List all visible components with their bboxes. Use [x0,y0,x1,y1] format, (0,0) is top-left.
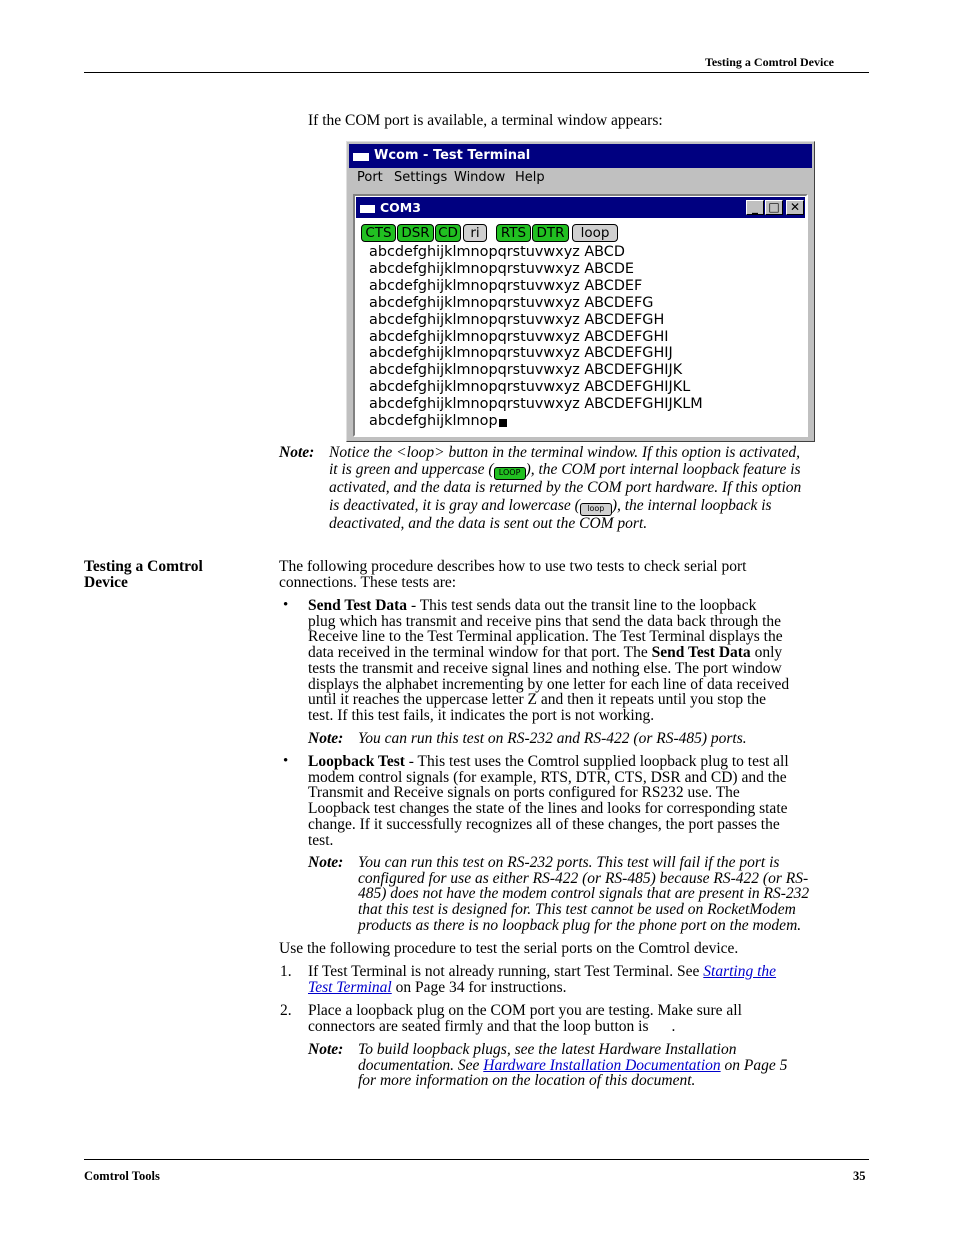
bullet-text: only [750,644,783,662]
step-text: connectors are seated firmly and that the loop button is [308,1017,649,1035]
close-button[interactable]: ✕ [786,200,804,215]
section-heading-line: Testing a Comtrol [84,558,203,575]
note1-line [329,462,874,480]
terminal-line: abcdefghijklmnopqrstuvwxyz ABCDEFGHIJKLM [369,396,703,413]
app-title: Wcom - Test Terminal [374,148,531,163]
bullet-line: Transmit and Receive signals on ports configured for RS232 use. The [308,784,740,802]
terminal-line: abcdefghijklmnopqrstuvwxyz ABCDEF [369,277,643,294]
term: Send Test Data [308,597,408,614]
bullet-line: tests the transmit and receive signal lines and nothing else. The port window [308,659,782,677]
note1-line [329,498,874,516]
terminal-line: abcdefghijklmnopqrstuvwxyz ABCDEFGHI [369,328,669,345]
child-titlebar [356,197,805,218]
footer-title: Comtrol Tools [84,1169,160,1183]
maximize-button[interactable]: □ [765,200,783,215]
terminal-output [369,244,703,430]
page-number: 35 [853,1169,866,1183]
note-line [358,1058,873,1074]
note4-label: Note: [308,1041,344,1058]
terminal-line: abcdefghijklmnopqrstuvwxyz ABCDEFGHIJK [369,362,683,379]
bullet-line [308,754,873,770]
loop-off-button-image: loop [580,503,612,516]
intro-paragraph [279,559,869,590]
window-icon [353,150,369,161]
section-heading-line: Device [84,573,128,591]
com-child-window [353,194,808,437]
step-text: on Page 34 for instructions. [391,978,567,996]
signal-dtr[interactable]: DTR [532,224,569,242]
step1-text [308,964,873,995]
bullet-line: Loopback test changes the state of the lines and looks for corresponding state [308,800,788,818]
para-line: The following procedure describes how to use two tests to check serial port [279,558,747,575]
step1-number: 1. [280,963,292,980]
signal-cts[interactable]: CTS [361,224,396,242]
terminal-line: abcdefghijklmnopqrstuvwxyz ABCDE [369,260,635,277]
step-line [308,980,873,996]
bullet-line: until it reaches the uppercase letter Z and then it repeats until you stop the [308,691,766,709]
starting-test-terminal-link-cont[interactable]: Test Terminal [308,978,392,996]
bullet-marker: • [283,597,289,613]
note1-text: ), the COM port internal loopback feature is [525,460,801,478]
bullet-send-test-data [308,598,873,724]
note1-text: ), the internal loopback is [611,497,772,515]
step2-text [308,1003,873,1034]
bullet-line [308,598,873,614]
note1-line: activated, and the data is returned by the COM port hardware. If this option [329,478,802,496]
step-line: Place a loopback plug on the COM port you are testing. Make sure all [308,1002,742,1019]
note-line: that this test is designed for. This test cannot be used on RocketModem [358,901,796,919]
procedure-intro: Use the following procedure to test the serial ports on the Comtrol device. [279,940,739,957]
loop-on-button-image: LOOP [494,467,526,480]
bullet-line: Receive line to the Test Terminal application. The Test Terminal displays the [308,628,783,646]
terminal-line: abcdefghijklmnopqrstuvwxyz ABCDEFGH [369,311,665,328]
terminal-line [369,413,703,430]
note-line: configured for use as either RS-422 (or RS-485) because RS-422 (or RS- [358,869,809,887]
footer-rule [84,1159,869,1160]
menu-port[interactable]: Port [357,170,383,185]
bullet-line: plug which has transmit and receive pins that send the data back through the [308,612,782,630]
running-header: Testing a Comtrol Device [705,55,834,69]
terminal-line: abcdefghijklmnopqrstuvwxyz ABCDEFG [369,294,654,311]
note1-line: Notice the <loop> button in the terminal window. If this option is activated, [329,444,800,461]
bullet-loopback-test [308,754,873,848]
note1-line: deactivated, and the data is sent out the COM port. [329,515,648,533]
header-rule [84,72,869,73]
signal-dsr[interactable]: DSR [397,224,434,242]
note-line: 485) does not have the modem control signals that are present in RS-232 [358,885,810,903]
step-text: If Test Terminal is not already running, start Test Terminal. See [308,963,704,980]
term: Loopback Test [308,753,405,770]
menu-help[interactable]: Help [515,170,545,185]
test-terminal-screenshot [346,141,815,442]
child-window-icon [360,202,375,213]
note-line: products as there is no loopback plug for the phone port on the modem. [358,916,802,934]
bullet-line: test. [308,831,334,849]
step2-number: 2. [280,1002,292,1019]
menu-window[interactable]: Window [454,170,506,185]
bullet-text: - This test sends data out the transit line to the loopback [407,597,757,614]
note3-body [358,855,873,934]
minimize-button[interactable]: _ [746,200,764,215]
signal-cd[interactable]: CD [435,224,461,242]
note1-label: Note: [279,444,315,461]
terminal-line: abcdefghijklmnopqrstuvwxyz ABCDEFGHIJ [369,345,673,362]
note1-body [329,445,874,532]
bullet-line: change. If it successfully recognizes all of these changes, the port passes the [308,815,780,833]
bullet-text: data received in the terminal window for that port. The [308,644,652,662]
note-line: To build loopback plugs, see the latest Hardware Installation [358,1041,737,1058]
child-title: COM3 [380,200,421,215]
starting-test-terminal-link[interactable]: Starting the [703,963,777,980]
terminal-line: abcdefghijklmnopqrstuvwxyz ABCDEFGHIJKL [369,379,691,396]
note-text: on Page 5 [720,1056,788,1074]
bullet-line [308,645,873,661]
intro-text: If the COM port is available, a terminal window appears: [308,112,663,129]
hardware-installation-link[interactable]: Hardware Installation Documentation [483,1056,721,1074]
menu-settings[interactable]: Settings [394,170,448,185]
step-line [308,964,873,980]
signal-loop[interactable]: loop [572,224,618,242]
para-line: connections. These tests are: [279,573,457,591]
note1-text: it is green and uppercase ( [329,460,494,478]
bullet-marker: • [283,753,289,769]
step-line [308,1019,873,1035]
note-line: You can run this test on RS-232 ports. This test will fail if the port is [358,854,780,871]
step-period: . [671,1017,676,1035]
bullet-line: displays the alphabet incrementing by one letter for each line of data received [308,675,790,693]
note-line: for more information on the location of this document. [358,1072,696,1090]
note2-text: You can run this test on RS-232 and RS-422 (or RS-485) ports. [358,730,747,747]
text-cursor [499,419,507,427]
term: Send Test Data [651,644,751,662]
terminal-line: abcdefghijklmnopqrstuvwxyz ABCD [369,244,625,260]
signal-rts[interactable]: RTS [496,224,531,242]
bullet-line: test. If this test fails, it indicates the port is not working. [308,706,655,724]
terminal-last-line: abcdefghijklmnop [369,413,498,430]
bullet-text: - This test uses the Comtrol supplied loopback plug to test all [404,753,789,770]
note4-body [358,1042,873,1089]
bullet-line: modem control signals (for example, RTS, DTR, CTS, DSR and CD) and the [308,768,787,786]
app-titlebar [349,144,812,168]
section-heading [84,559,203,590]
note2-label: Note: [308,730,344,747]
note-text: documentation. See [358,1056,484,1074]
note1-text: is deactivated, it is gray and lowercase ( [329,497,580,515]
signal-ri[interactable]: ri [463,224,487,242]
note3-label: Note: [308,854,344,871]
